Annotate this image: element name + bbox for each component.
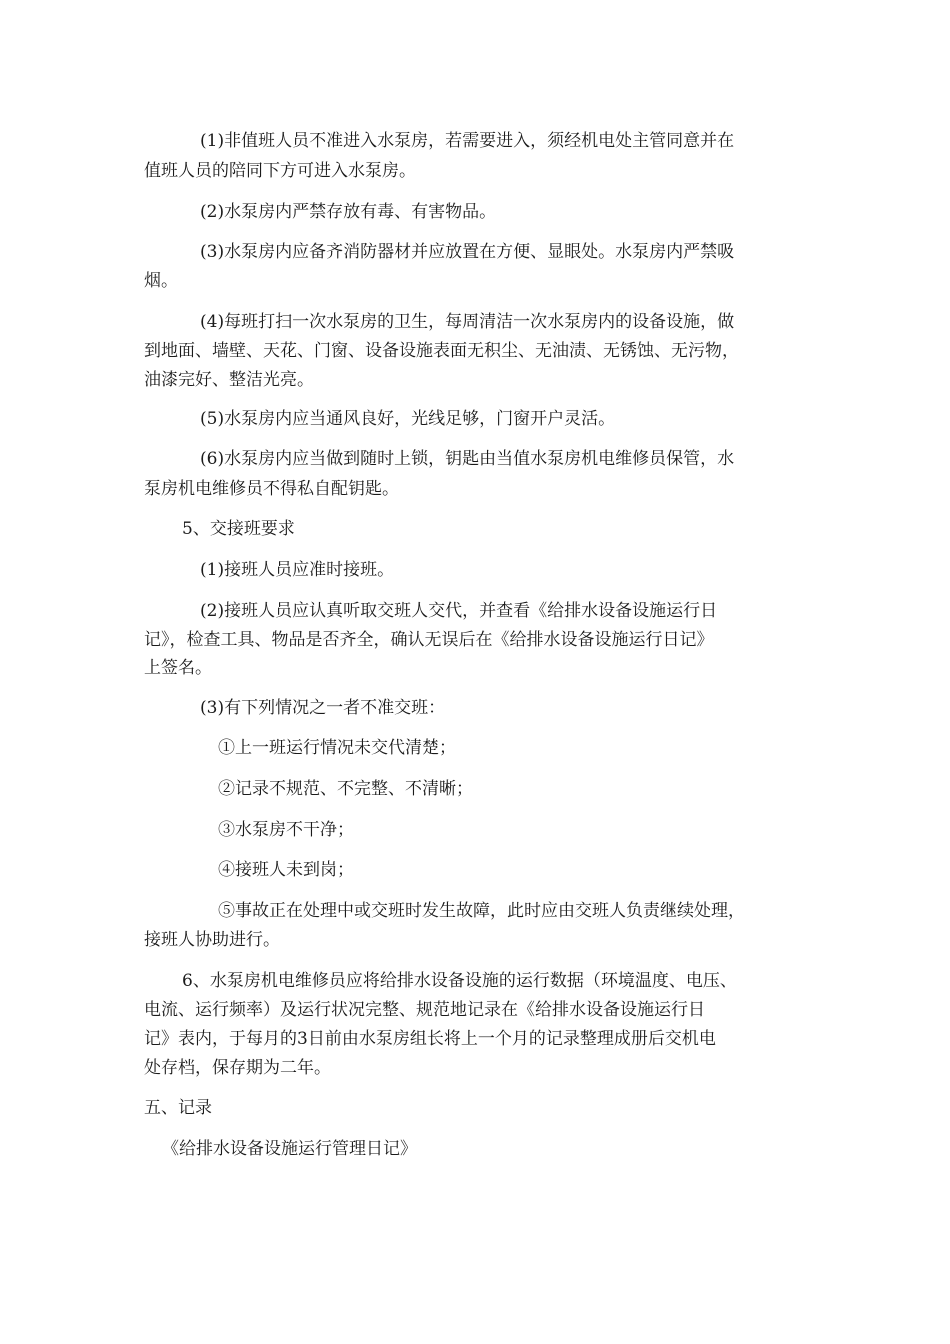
- list-item: ①上一班运行情况未交代清楚；: [218, 738, 456, 758]
- paragraph-line: 泵房机电维修员不得私自配钥匙。: [144, 479, 399, 499]
- list-item: ③水泵房不干净；: [218, 820, 354, 840]
- list-item: ④接班人未到岗；: [218, 860, 354, 880]
- paragraph-line: (3)有下列情况之一者不准交班：: [200, 698, 446, 718]
- section-heading: 五、记录: [144, 1098, 212, 1118]
- paragraph-line: 到地面、墙壁、天花、门窗、设备设施表面无积尘、无油渍、无锈蚀、无污物，: [144, 341, 739, 361]
- section-heading: 5、交接班要求: [182, 519, 295, 539]
- paragraph-line: 记》，检查工具、物品是否齐全，确认无误后在《给排水设备设施运行日记》: [144, 630, 714, 650]
- paragraph-line: (1)非值班人员不准进入水泵房，若需要进入，须经机电处主管同意并在: [200, 131, 735, 151]
- paragraph-line: (5)水泵房内应当通风良好，光线足够，门窗开户灵活。: [200, 409, 616, 429]
- paragraph-line: (1)接班人员应准时接班。: [200, 560, 395, 580]
- paragraph-line: 接班人协助进行。: [144, 930, 280, 950]
- paragraph-line: 记》表内，于每月的3日前由水泵房组长将上一个月的记录整理成册后交机电: [144, 1029, 716, 1049]
- paragraph-line: 烟。: [144, 271, 178, 291]
- list-item: ⑤事故正在处理中或交班时发生故障，此时应由交班人负责继续处理，: [218, 901, 745, 921]
- record-title: 《给排水设备设施运行管理日记》: [162, 1139, 417, 1159]
- paragraph-line: 值班人员的陪同下方可进入水泵房。: [144, 161, 416, 181]
- paragraph-line: (2)接班人员应认真听取交班人交代，并查看《给排水设备设施运行日: [200, 601, 718, 621]
- paragraph-line: 油漆完好、整洁光亮。: [144, 370, 314, 390]
- paragraph-line: (3)水泵房内应备齐消防器材并应放置在方便、显眼处。水泵房内严禁吸: [200, 242, 735, 262]
- paragraph-line: 电流、运行频率）及运行状况完整、规范地记录在《给排水设备设施运行日: [144, 1000, 705, 1020]
- paragraph-line: 处存档，保存期为二年。: [144, 1058, 331, 1078]
- paragraph-line: (6)水泵房内应当做到随时上锁，钥匙由当值水泵房机电维修员保管，水: [200, 449, 735, 469]
- paragraph-line: 6、水泵房机电维修员应将给排水设备设施的运行数据（环境温度、电压、: [182, 971, 737, 991]
- paragraph-line: 上签名。: [144, 658, 212, 678]
- list-item: ②记录不规范、不完整、不清晰；: [218, 779, 473, 799]
- paragraph-line: (4)每班打扫一次水泵房的卫生，每周清洁一次水泵房内的设备设施，做: [200, 312, 735, 332]
- paragraph-line: (2)水泵房内严禁存放有毒、有害物品。: [200, 202, 497, 222]
